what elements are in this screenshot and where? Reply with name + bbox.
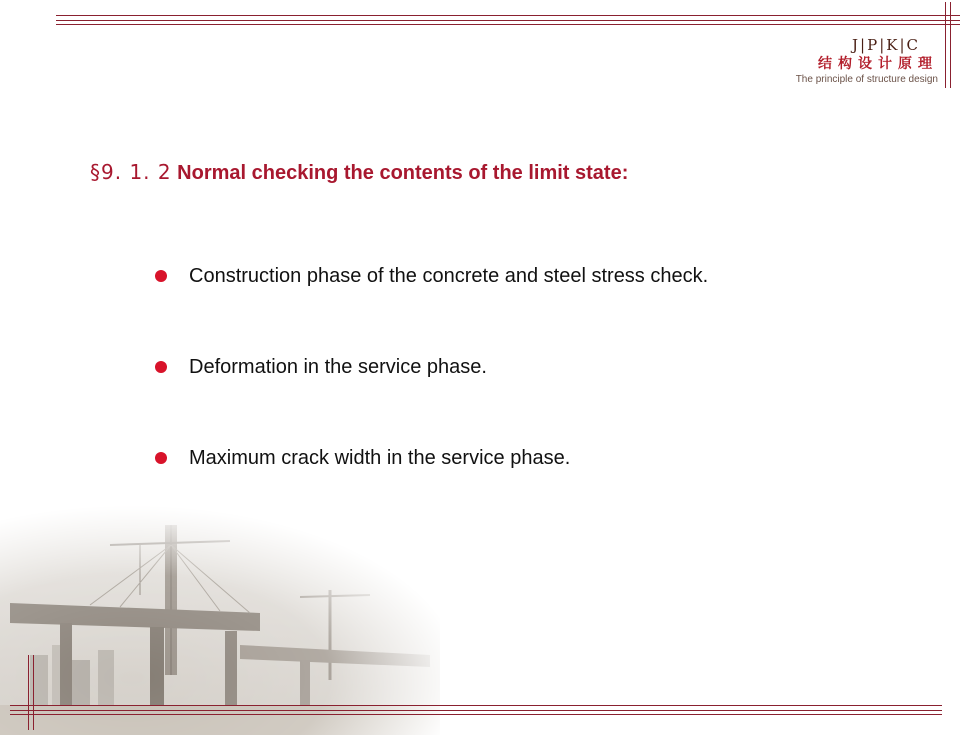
bullet-dot-icon xyxy=(155,270,167,282)
bottom-border-line xyxy=(10,714,942,715)
bullet-dot-icon xyxy=(155,361,167,373)
top-border-line xyxy=(56,20,960,21)
section-heading xyxy=(90,160,628,185)
left-border-line xyxy=(28,655,29,730)
course-logo xyxy=(776,36,942,92)
logo-english-title: The principle of structure design xyxy=(795,74,938,85)
bottom-border-line xyxy=(10,705,942,706)
right-border-line xyxy=(945,2,946,88)
list-item xyxy=(155,262,935,290)
bullet-text: Deformation in the service phase. xyxy=(189,356,487,378)
left-border-line xyxy=(33,655,34,730)
bullet-text: Maximum crack width in the service phase. xyxy=(189,447,571,469)
list-item xyxy=(155,353,935,381)
right-border-line xyxy=(950,2,951,88)
bottom-border-line xyxy=(10,710,942,711)
top-border-line xyxy=(56,24,960,25)
list-item xyxy=(155,444,935,472)
top-border-line xyxy=(56,15,960,16)
bullet-text: Construction phase of the concrete and steel stress check. xyxy=(189,265,709,287)
section-number: §9. 1. 2 xyxy=(90,160,172,184)
logo-chinese-title: 结构设计原理 xyxy=(818,56,938,72)
section-title: Normal checking the contents of the limit state: xyxy=(177,162,629,184)
bridge-construction-image xyxy=(0,505,440,735)
bullet-dot-icon xyxy=(155,452,167,464)
logo-acronym: J|P|K|C xyxy=(852,36,920,54)
